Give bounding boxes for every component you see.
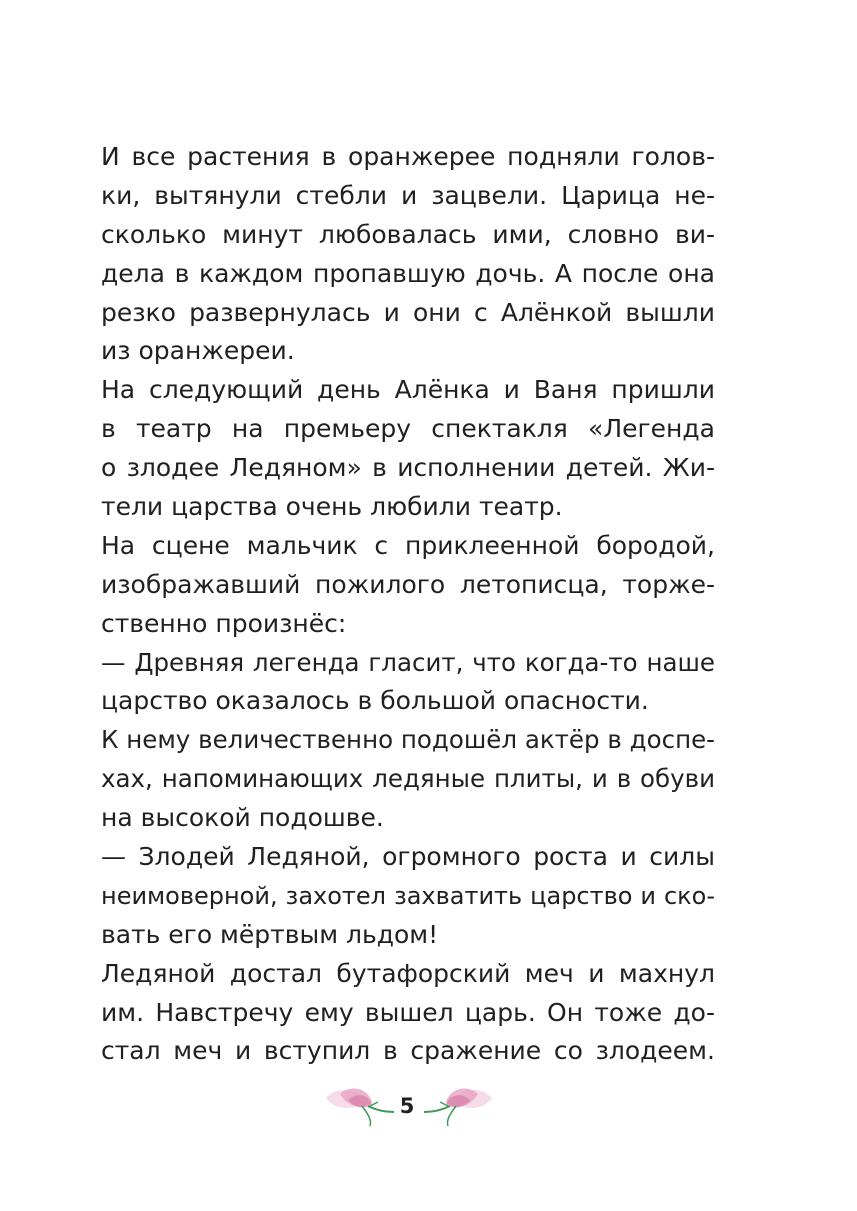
text-line: изображавший пожилого летописца, торже- bbox=[101, 569, 715, 599]
text-line: И все растения в оранжерее подняли голов- bbox=[101, 142, 715, 171]
text-line: царство оказалось в большой опасности. bbox=[101, 686, 649, 716]
text-line: сколько минут любовалась ими, словно ви- bbox=[101, 219, 715, 249]
page-footer bbox=[0, 1080, 857, 1140]
text-line: тели царства очень любили театр. bbox=[101, 492, 563, 522]
text-line: из оранжереи. bbox=[101, 336, 295, 366]
page-number: 5 bbox=[399, 1094, 415, 1118]
text-line: им. Навстречу ему вышел царь. Он тоже до- bbox=[101, 997, 715, 1027]
text-line: К нему величественно подошёл актёр в доспе- bbox=[101, 725, 715, 755]
text-line: На сцене мальчик с приклеенной бородой, bbox=[101, 530, 715, 560]
text-line: неимоверной, захотел захватить царство и ско- bbox=[101, 881, 715, 910]
text-line: стал меч и вступил в сражение со злодеем. bbox=[101, 1036, 715, 1066]
text-line: ки, вытянули стебли и зацвели. Царица не- bbox=[101, 180, 715, 210]
text-line: Ледяной достал бутафорский меч и махнул bbox=[101, 958, 715, 988]
text-line: ственно произнёс: bbox=[101, 608, 347, 638]
text-line: резко развернулась и они с Алёнкой вышли bbox=[101, 297, 715, 327]
text-line: дела в каждом пропавшую дочь. А после она bbox=[101, 258, 715, 288]
text-line: вать его мёртвым льдом! bbox=[101, 919, 439, 949]
text-line: на высокой подошве. bbox=[101, 803, 384, 833]
text-line: — Злодей Ледяной, огромного роста и силы bbox=[101, 842, 715, 872]
text-line: о злодее Ледяном» в исполнении детей. Жи- bbox=[101, 453, 715, 483]
flower-bud-icon bbox=[420, 1080, 500, 1130]
story-text bbox=[101, 138, 715, 1071]
flower-bud-icon bbox=[318, 1080, 398, 1130]
text-line: — Древняя легенда гласит, что когда-то наше bbox=[101, 647, 715, 677]
text-line: хах, напоминающих ледяные плиты, и в обуви bbox=[101, 764, 715, 794]
text-line: На следующий день Алёнка и Ваня пришли bbox=[101, 375, 715, 405]
text-line: в театр на премьеру спектакля «Легенда bbox=[101, 414, 715, 444]
